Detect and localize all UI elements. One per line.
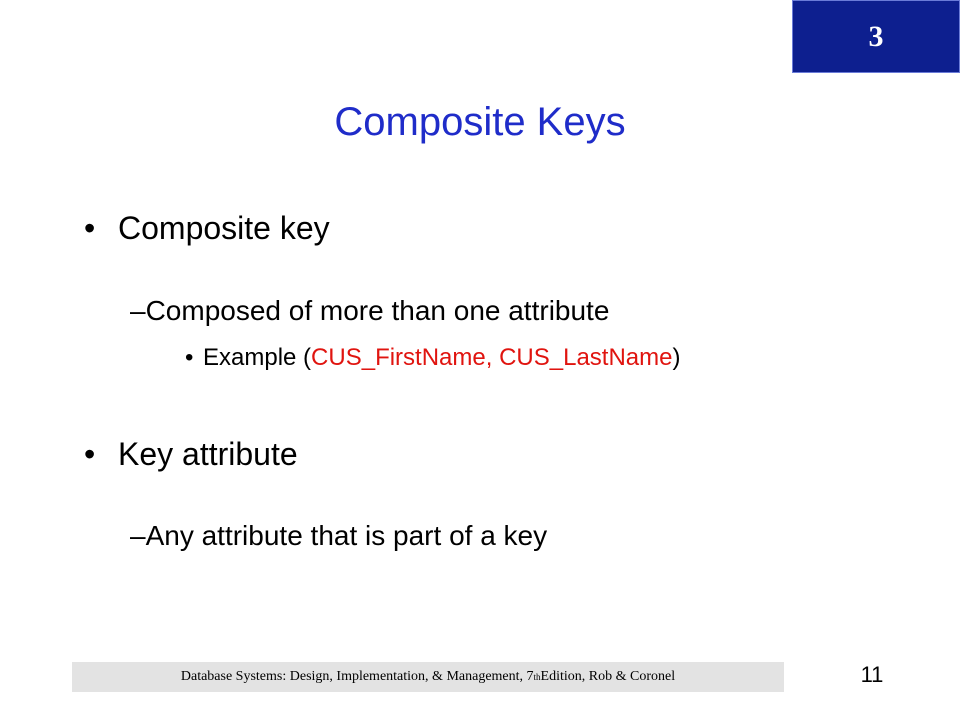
bullet-text: Composite key <box>118 210 330 246</box>
bullet-key-attribute <box>84 436 298 473</box>
footer-superscript: th <box>533 672 541 682</box>
sub-bullet-text: Composed of more than one attribute <box>145 295 610 326</box>
sub-bullet-composed <box>130 295 609 327</box>
chapter-badge <box>792 0 960 73</box>
bullet-text: Key attribute <box>118 436 298 472</box>
sub-bullet-text: Any attribute that is part of a key <box>145 520 548 551</box>
slide-title: Composite Keys <box>334 100 626 144</box>
example-highlight: CUS_FirstName, CUS_LastName <box>311 344 673 371</box>
dash-marker: – <box>130 295 146 326</box>
bullet-dot: • <box>84 210 96 246</box>
footer-bar <box>72 662 784 692</box>
example-suffix: ) <box>672 344 681 371</box>
page-number: 11 <box>860 662 884 687</box>
bullet-dot: • <box>84 436 96 472</box>
footer-text-before: Database Systems: Design, Implementation, & Management, 7 <box>180 669 534 684</box>
sub-bullet-any-attribute <box>130 520 547 552</box>
footer-text-after: Edition, Rob & Coronel <box>540 669 676 684</box>
bullet-dot: • <box>185 344 194 371</box>
example-prefix: Example ( <box>203 344 312 371</box>
footer-citation <box>72 662 784 692</box>
subsub-bullet-example <box>185 344 681 372</box>
chapter-number: 3 <box>868 19 884 53</box>
dash-marker: – <box>130 520 146 551</box>
bullet-composite-key <box>84 210 330 247</box>
